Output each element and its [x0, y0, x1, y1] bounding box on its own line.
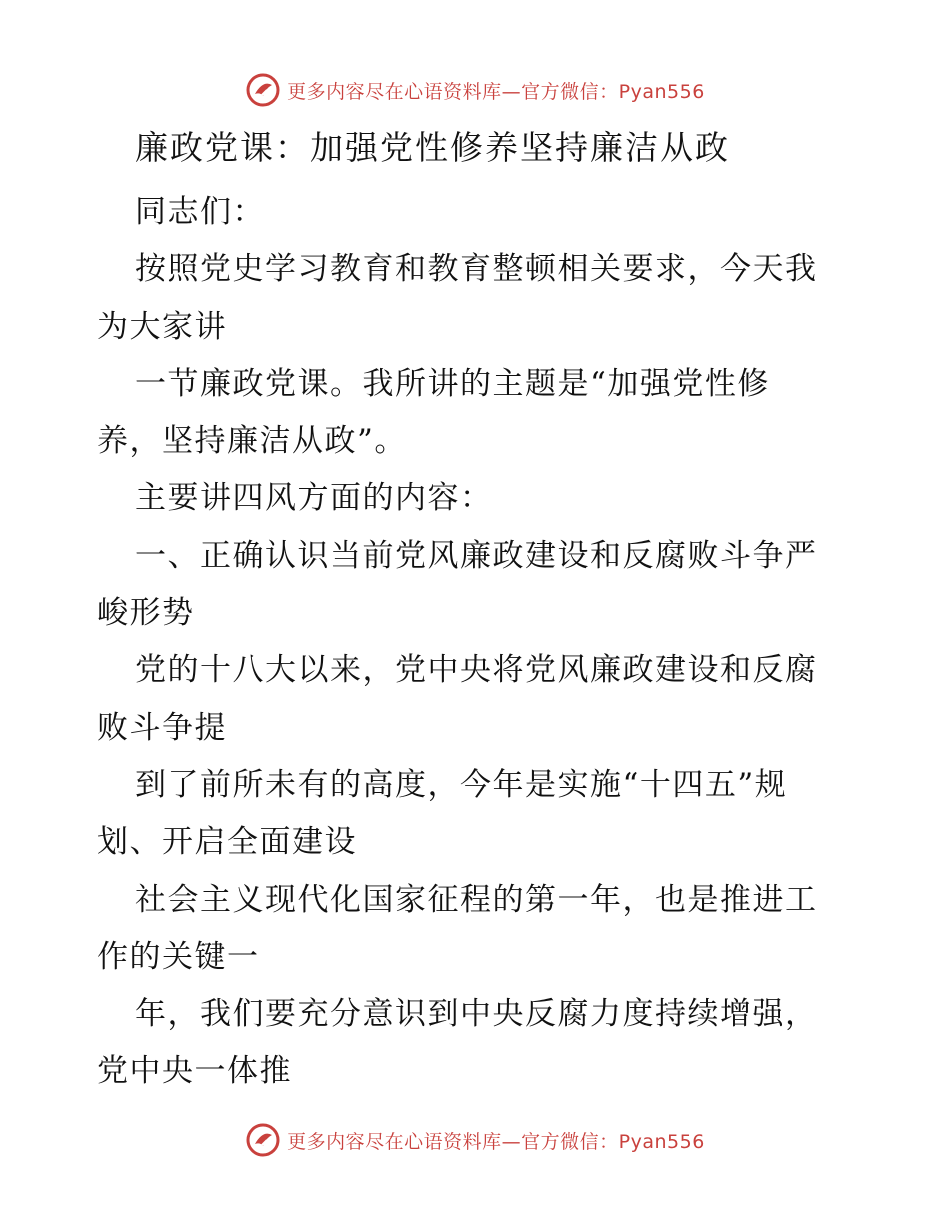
text-line: 为大家讲	[97, 308, 227, 345]
text-line: 划、开启全面建设	[97, 824, 357, 861]
document-body	[97, 184, 857, 1101]
text-line: 社会主义现代化国家征程的第一年，也是推进工	[135, 881, 818, 918]
text-line: 作的关键一	[97, 938, 260, 975]
text-line: 一节廉政党课。我所讲的主题是“加强党性修	[135, 365, 770, 402]
header-banner	[0, 70, 950, 110]
bookmark-logo-icon	[245, 1122, 281, 1158]
text-line: 养，坚持廉洁从政”。	[97, 423, 407, 460]
text-line: 峻形势	[97, 595, 195, 632]
footer-banner	[0, 1120, 950, 1160]
text-line: 党的十八大以来，党中央将党风廉政建设和反腐	[135, 652, 818, 689]
text-line: 败斗争提	[97, 709, 227, 746]
text-line: 主要讲四风方面的内容：	[135, 480, 493, 517]
document-title: 廉政党课：加强党性修养坚持廉洁从政	[135, 128, 730, 167]
text-line: 一、正确认识当前党风廉政建设和反腐败斗争严	[135, 537, 818, 574]
text-line: 党中央一体推	[97, 1053, 292, 1090]
text-line: 按照党史学习教育和教育整顿相关要求，今天我	[135, 251, 818, 288]
text-line: 同志们：	[135, 194, 265, 230]
bookmark-logo-icon	[245, 72, 281, 108]
header-banner-text: 更多内容尽在心语资料库—官方微信：Pyan556	[287, 80, 705, 103]
text-line: 年，我们要充分意识到中央反腐力度持续增强，	[135, 996, 818, 1033]
footer-banner-text: 更多内容尽在心语资料库—官方微信：Pyan556	[287, 1130, 705, 1153]
text-line: 到了前所未有的高度，今年是实施“十四五”规	[135, 766, 788, 803]
